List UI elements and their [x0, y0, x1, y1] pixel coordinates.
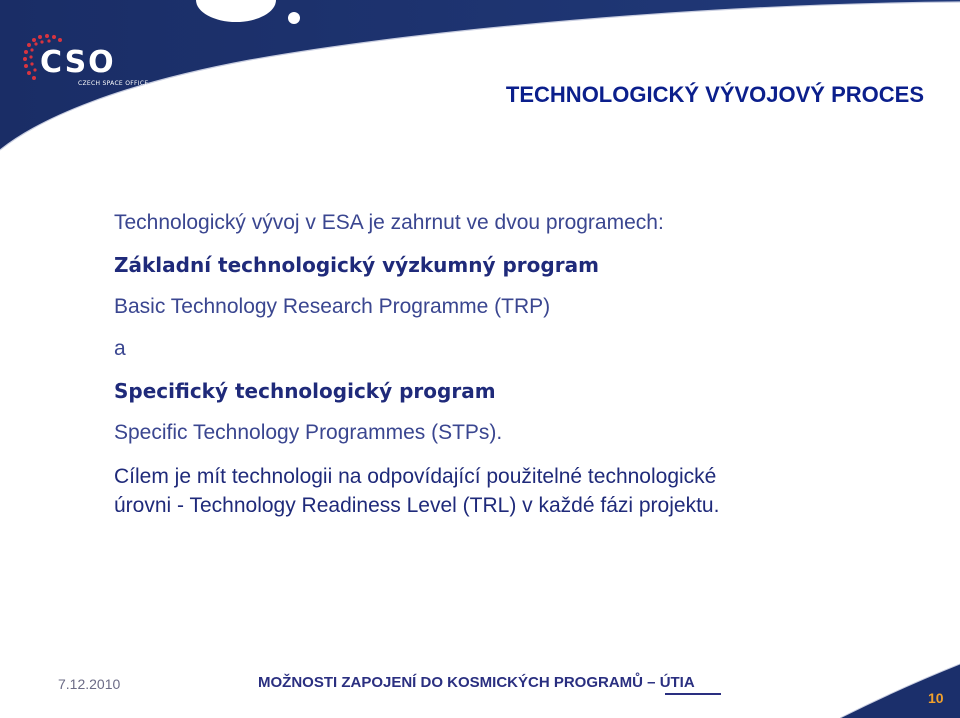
footer-title: MOŽNOSTI ZAPOJENÍ DO KOSMICKÝCH PROGRAMŮ – ÚTIA [258, 674, 695, 691]
slide-title: TECHNOLOGICKÝ VÝVOJOVÝ PROCES [505, 82, 924, 107]
goal-line-1: Cílem je mít technologii na odpovídající použitelné technologické [114, 465, 717, 488]
intro-text: Technologický vývoj v ESA je zahrnut ve dvou programech: [114, 211, 664, 234]
slide-content [114, 210, 914, 520]
program1-cz: Základní technologický výzkumný program [114, 253, 599, 277]
logo-text: CSO [40, 45, 116, 80]
page-number: 10 [928, 690, 944, 706]
footer-underline [665, 693, 721, 695]
program2-cz: Specifický technologický program [114, 379, 496, 403]
program1-en: Basic Technology Research Programme (TRP) [114, 295, 551, 318]
logo-subtitle: CZECH SPACE OFFICE [78, 80, 149, 87]
goal-line-2: úrovni - Technology Readiness Level (TRL) v každé fázi projektu. [114, 494, 720, 517]
footer-date: 7.12.2010 [58, 676, 121, 692]
corner-band [840, 650, 960, 718]
conjunction: a [114, 337, 126, 360]
program2-en: Specific Technology Programmes (STPs). [114, 421, 503, 444]
